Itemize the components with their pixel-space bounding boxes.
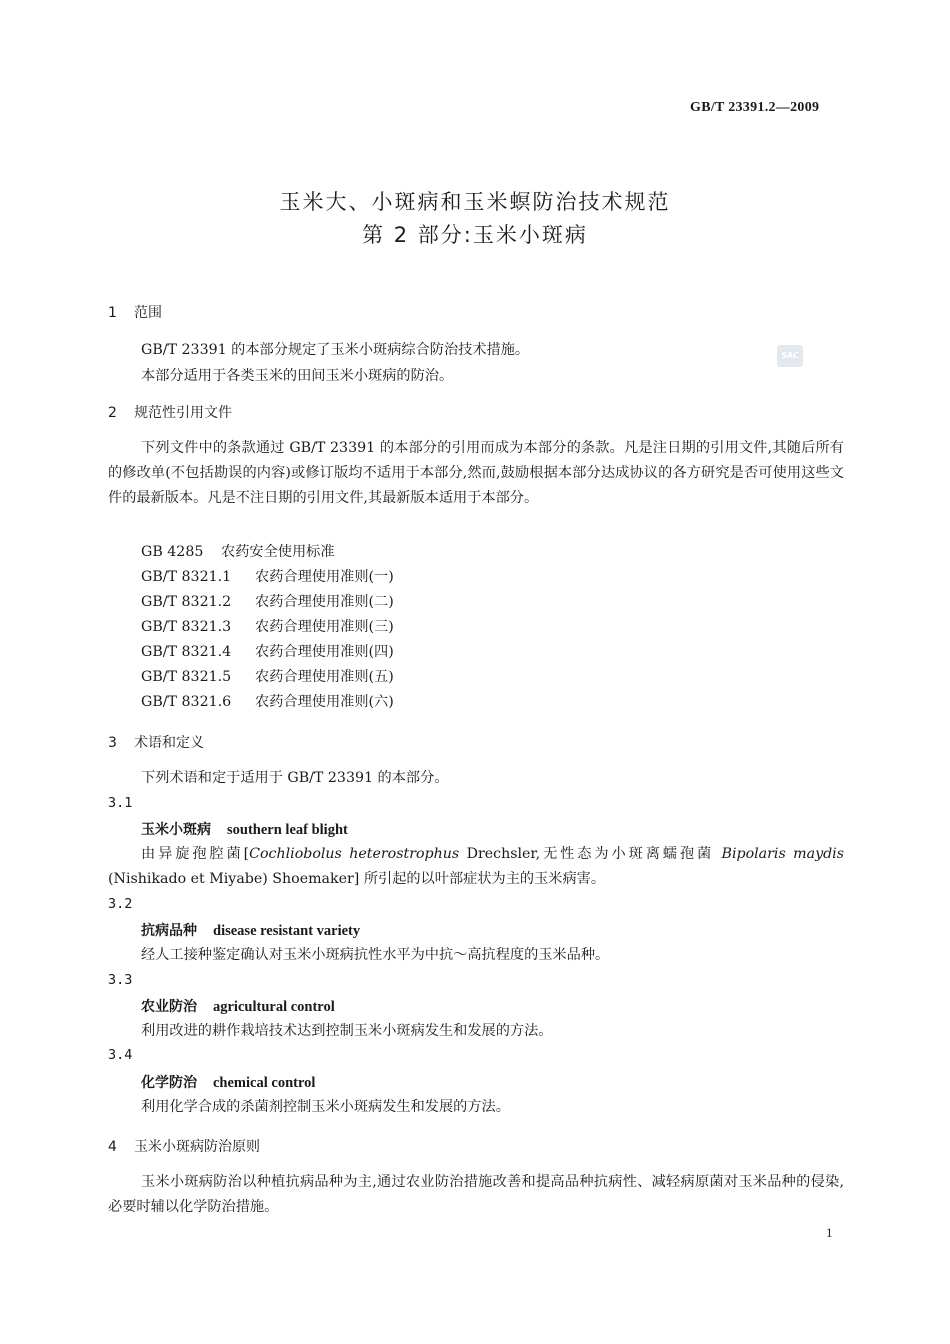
section-number: 1 xyxy=(108,305,117,321)
term-heading xyxy=(141,1072,315,1092)
reference-name: 农药合理使用准则(二) xyxy=(255,594,394,610)
section-4-heading xyxy=(108,1136,260,1156)
document-title: 玉米大、小斑病和玉米螟防治技术规范 xyxy=(279,190,671,214)
term-definition: 利用改进的耕作栽培技术达到控制玉米小斑病发生和发展的方法。 xyxy=(141,1023,553,1039)
section-title: 术语和定义 xyxy=(134,735,204,751)
reference-item xyxy=(141,591,394,611)
term-zh: 化学防治 xyxy=(141,1075,197,1091)
reference-item xyxy=(141,666,394,686)
term-zh: 农业防治 xyxy=(141,999,197,1015)
reference-code: GB/T 8321.4 xyxy=(141,644,232,660)
reference-code: GB/T 8321.2 xyxy=(141,594,232,610)
sac-logo: SAC xyxy=(777,345,803,367)
page-number: 1 xyxy=(826,1225,833,1240)
section-number: 2 xyxy=(108,405,117,421)
section-number: 4 xyxy=(108,1139,117,1155)
reference-name: 农药合理使用准则(三) xyxy=(255,619,394,635)
term-zh: 抗病品种 xyxy=(141,923,197,939)
section-title: 规范性引用文件 xyxy=(134,405,232,421)
definition-text: (Nishikado et Miyabe) Shoemaker] 所引起的以叶部症状为主的玉米病害。 xyxy=(108,871,606,887)
term-number: 3.2 xyxy=(108,896,133,912)
reference-item xyxy=(141,566,394,586)
reference-item xyxy=(141,541,335,561)
reference-name: 农药合理使用准则(四) xyxy=(255,644,394,660)
document-subtitle: 第 2 部分:玉米小斑病 xyxy=(362,223,588,247)
reference-name: 农药合理使用准则(六) xyxy=(255,694,394,710)
latin-name: Cochliobolus heterostrophus xyxy=(249,846,460,862)
definition-text: 由异旋孢腔菌[ xyxy=(141,846,250,862)
reference-code: GB/T 8321.5 xyxy=(141,669,232,685)
latin-name: Bipolaris maydis xyxy=(721,846,844,862)
reference-item xyxy=(141,691,394,711)
reference-code: GB 4285 xyxy=(141,544,204,560)
scope-paragraph: GB/T 23391 的本部分规定了玉米小斑病综合防治技术措施。 xyxy=(141,342,530,358)
term-heading xyxy=(141,920,360,940)
term-definition: 经人工接种鉴定确认对玉米小斑病抗性水平为中抗～高抗程度的玉米品种。 xyxy=(141,947,610,963)
term-number: 3.3 xyxy=(108,972,133,988)
term-definition xyxy=(108,842,844,892)
reference-item xyxy=(141,616,394,636)
terms-intro: 下列术语和定于适用于 GB/T 23391 的本部分。 xyxy=(141,770,449,786)
section-title: 范围 xyxy=(134,305,162,321)
reference-code: GB/T 8321.6 xyxy=(141,694,232,710)
section-3-heading xyxy=(108,732,204,752)
reference-name: 农药合理使用准则(一) xyxy=(255,569,394,585)
term-zh: 玉米小斑病 xyxy=(141,822,211,838)
term-number: 3.1 xyxy=(108,795,133,811)
section-number: 3 xyxy=(108,735,117,751)
principle-paragraph: 玉米小斑病防治以种植抗病品种为主,通过农业防治措施改善和提高品种抗病性、减轻病原菌对玉米品种的侵染,必要时辅以化学防治措施。 xyxy=(108,1174,844,1215)
references-intro: 下列文件中的条款通过 GB/T 23391 的本部分的引用而成为本部分的条款。凡是注日期的引用文件,其随后所有的修改单(不包括勘误的内容)或修订版均不适用于本部分,然而,鼓励根据本部分达成协议的各方研究是否可使用这些文件的最新版本。凡是不注日期的引用文件,其最新版本适用于本部分。 xyxy=(108,440,844,506)
reference-code: GB/T 8321.1 xyxy=(141,569,232,585)
scope-applicability: 本部分适用于各类玉米的田间玉米小斑病的防治。 xyxy=(141,368,454,384)
reference-code: GB/T 8321.3 xyxy=(141,619,232,635)
section-1-heading xyxy=(108,302,162,322)
reference-name: 农药合理使用准则(五) xyxy=(255,669,394,685)
term-definition: 利用化学合成的杀菌剂控制玉米小斑病发生和发展的方法。 xyxy=(141,1099,510,1115)
term-en: southern leaf blight xyxy=(227,822,348,838)
term-en: disease resistant variety xyxy=(213,923,361,939)
definition-text: Drechsler,无性态为小斑离蠕孢菌 xyxy=(459,846,722,862)
term-en: agricultural control xyxy=(213,999,335,1015)
term-heading xyxy=(141,996,335,1016)
reference-item xyxy=(141,641,394,661)
reference-name: 农药安全使用标准 xyxy=(221,544,335,560)
term-number: 3.4 xyxy=(108,1047,133,1063)
term-en: chemical control xyxy=(213,1075,316,1091)
section-title: 玉米小斑病防治原则 xyxy=(134,1139,260,1155)
standard-code: GB/T 23391.2—2009 xyxy=(690,100,820,115)
section-2-heading xyxy=(108,402,232,422)
term-heading xyxy=(141,819,348,839)
